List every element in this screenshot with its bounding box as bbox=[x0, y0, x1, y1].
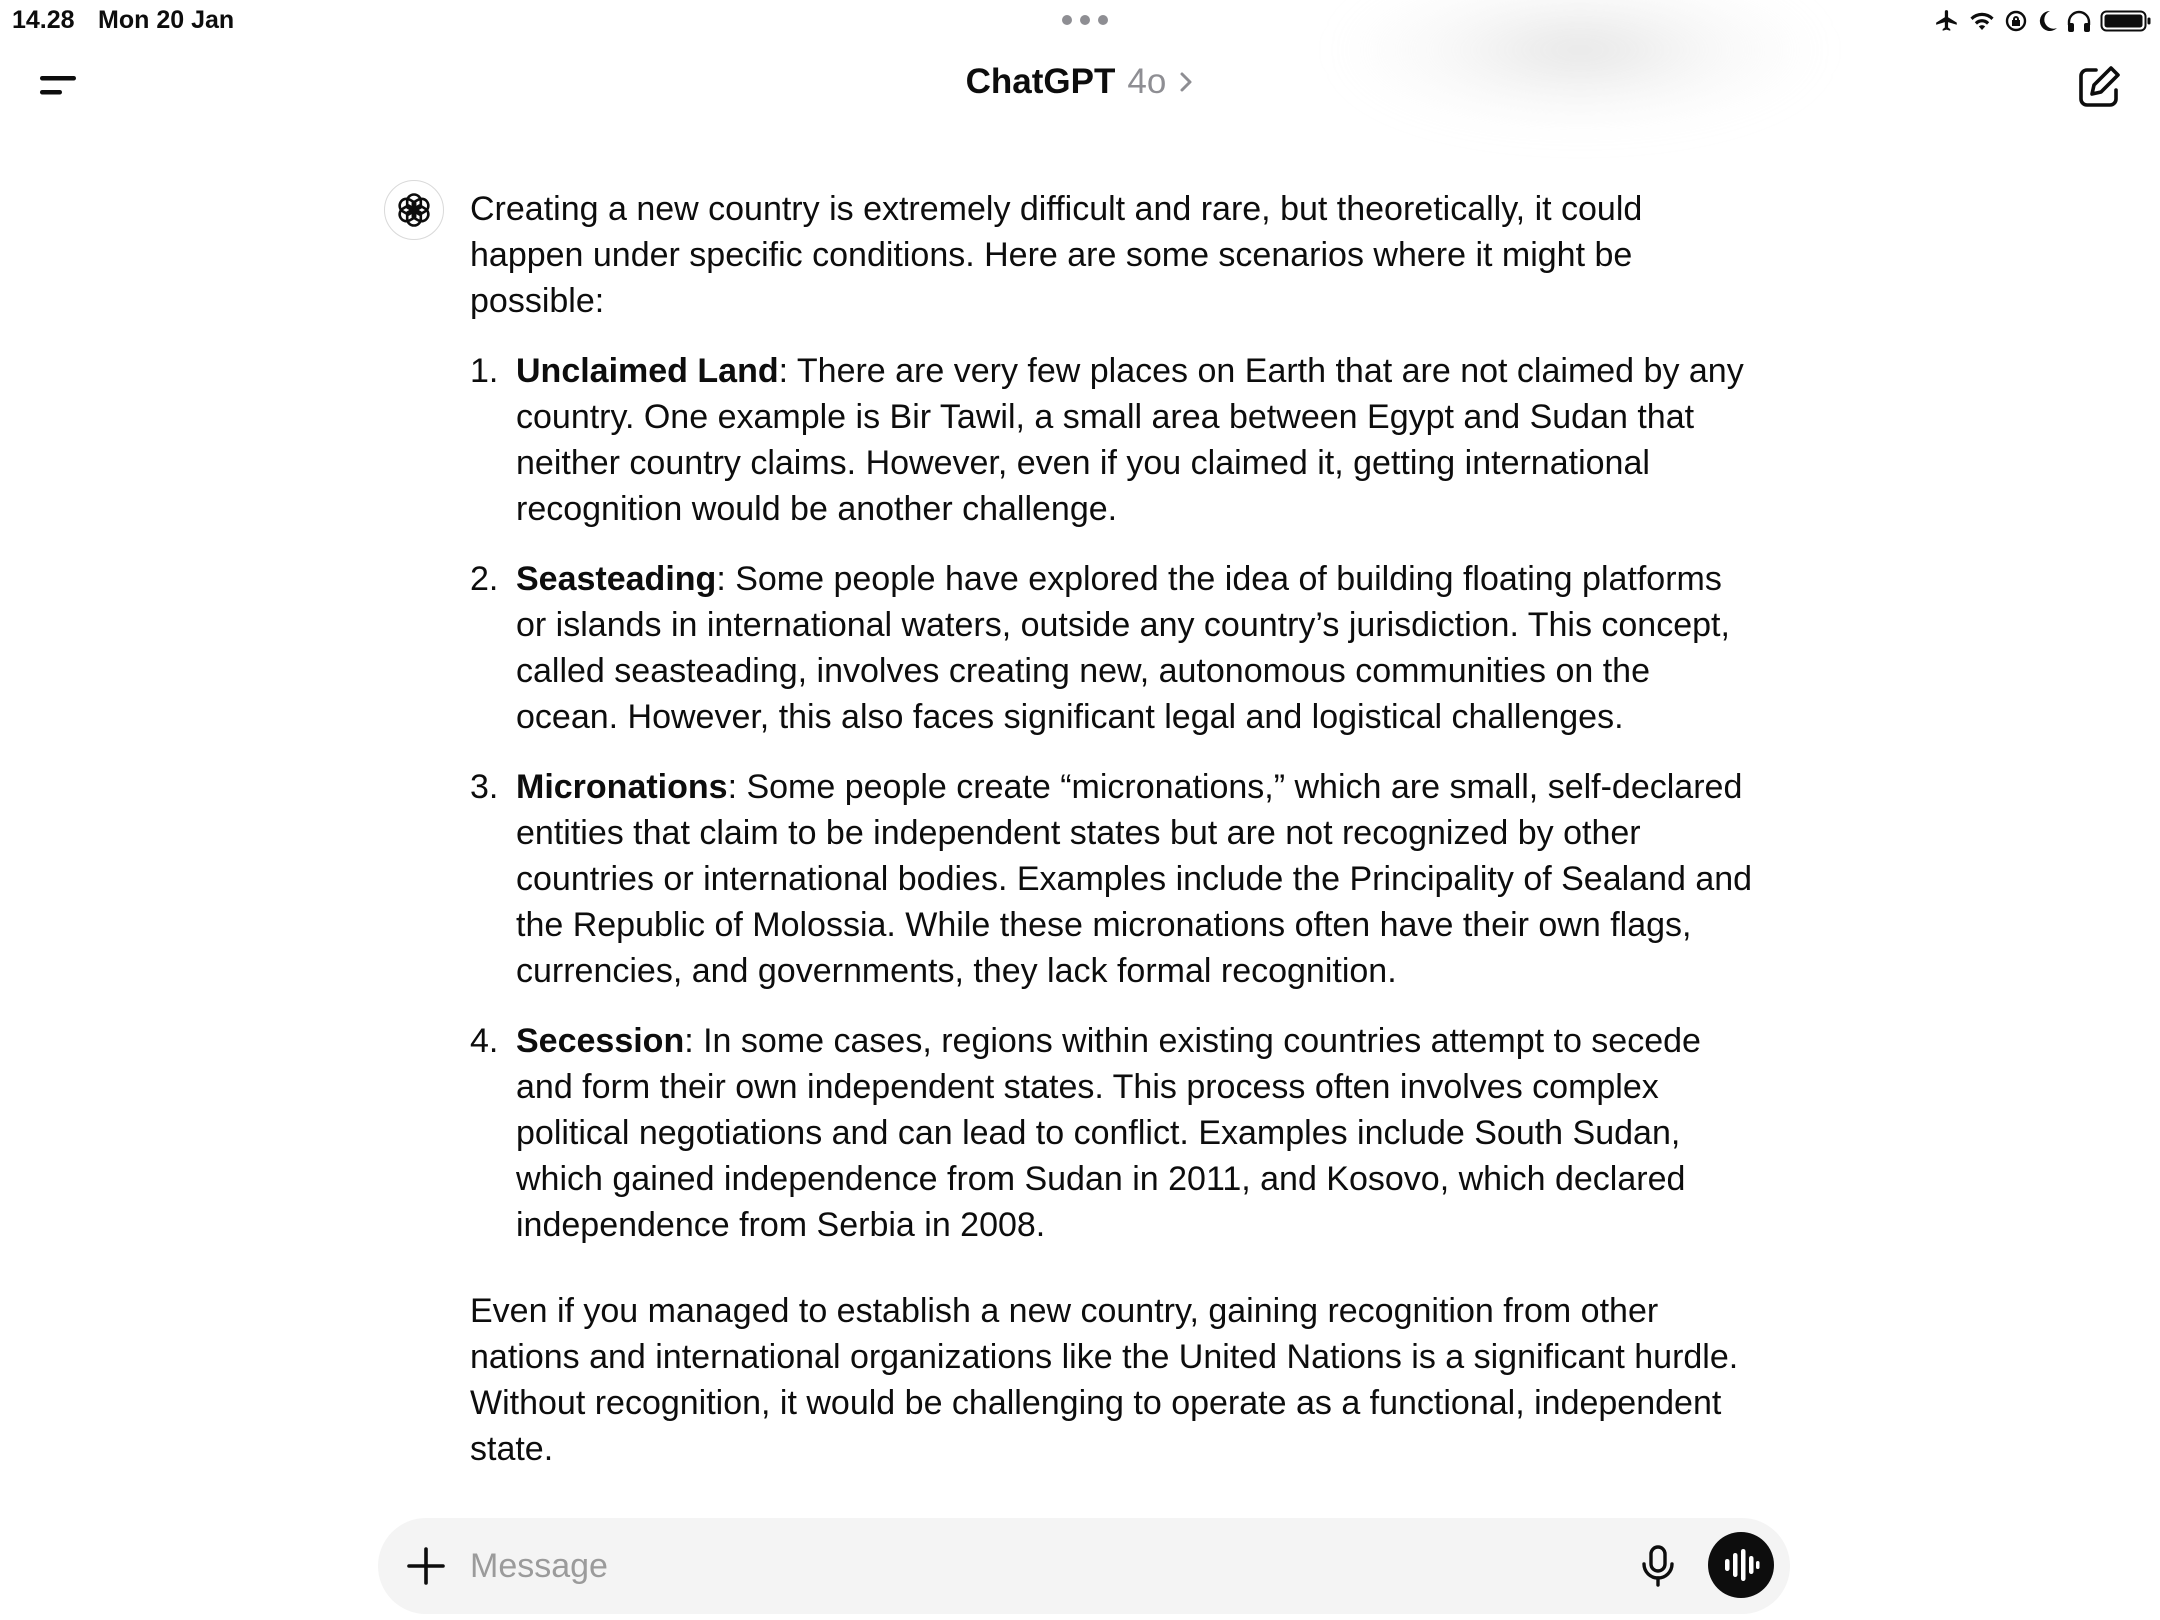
new-chat-button[interactable] bbox=[2074, 62, 2124, 112]
app-title: ChatGPT bbox=[965, 62, 1116, 101]
list-item-title: Seasteading bbox=[516, 560, 717, 598]
list-item bbox=[470, 1018, 1760, 1248]
title-area bbox=[0, 62, 2160, 102]
list-item-title: Secession bbox=[516, 1022, 685, 1060]
attach-button[interactable] bbox=[404, 1544, 448, 1588]
list-item bbox=[470, 764, 1760, 994]
location-lock-icon bbox=[2004, 9, 2028, 33]
battery-icon bbox=[2100, 9, 2152, 33]
status-bar bbox=[0, 0, 2160, 40]
chevron-right-icon bbox=[1178, 69, 1194, 95]
microphone-icon bbox=[1634, 1542, 1682, 1590]
new-chat-icon bbox=[2074, 62, 2124, 112]
list-item-text: : In some cases, regions within existing countries attempt to secede and form their own independent states. This process often involves complex political negotiations and can lead to conflict. Examples include South Sudan, which gained independence from Sudan in 2011, and Kosovo, which declared independence from Serbia in 2008. bbox=[516, 1022, 1701, 1244]
status-date: Mon 20 Jan bbox=[98, 6, 235, 34]
list-item-title: Unclaimed Land bbox=[516, 352, 779, 390]
list-item-number: 4. bbox=[470, 1022, 499, 1060]
assistant-message bbox=[470, 186, 1760, 1472]
moon-icon bbox=[2036, 9, 2058, 33]
list-item-number: 3. bbox=[470, 768, 499, 806]
airplane-icon bbox=[1934, 8, 1960, 34]
voice-waveform-icon bbox=[1722, 1548, 1760, 1582]
message-input[interactable] bbox=[470, 1536, 1600, 1596]
chat-header bbox=[0, 40, 2160, 130]
assistant-avatar bbox=[384, 180, 444, 240]
list-item bbox=[470, 348, 1760, 532]
list-item-text: : There are very few places on Earth that are not claimed by any country. One example is Bir Tawil, a small area between Egypt and Sudan that neither country claims. However, even if you claimed it, getting international recognition would be another challenge. bbox=[516, 352, 1744, 528]
status-time: 14.28 bbox=[12, 6, 75, 34]
list-item-text: : Some people have explored the idea of building floating platforms or islands in international waters, outside any country’s jurisdiction. This concept, called seasteading, involves creating new, autonomous communities on the ocean. However, this also faces significant legal and logistical challenges. bbox=[516, 560, 1730, 736]
list-item-number: 1. bbox=[470, 352, 499, 390]
message-intro: Creating a new country is extremely difficult and rare, but theoretically, it could happen under specific conditions. Here are some scenarios where it might be possible: bbox=[470, 190, 1643, 320]
message-composer bbox=[378, 1518, 1790, 1614]
wifi-icon bbox=[1968, 9, 1996, 33]
voice-mode-button[interactable] bbox=[1708, 1532, 1774, 1598]
list-item bbox=[470, 556, 1760, 740]
scenario-list bbox=[470, 348, 1760, 1248]
list-item-title: Micronations bbox=[516, 768, 728, 806]
list-item-number: 2. bbox=[470, 560, 499, 598]
model-selector-button[interactable] bbox=[966, 62, 1195, 102]
status-icons bbox=[1934, 6, 2152, 36]
multitasking-dots-icon[interactable] bbox=[1062, 15, 1108, 25]
dictation-button[interactable] bbox=[1634, 1542, 1682, 1590]
model-name: 4o bbox=[1127, 62, 1167, 101]
chatgpt-logo-icon bbox=[394, 190, 434, 230]
plus-icon bbox=[404, 1544, 448, 1588]
list-item-text: : Some people create “micronations,” which are small, self-declared entities that claim to be independent states but are not recognized by other countries or international bodies. Examples include the Principality of Sealand and the Republic of Molossia. While these micronations often have their own flags, currencies, and governments, they lack formal recognition. bbox=[516, 768, 1753, 990]
message-conclusion: Even if you managed to establish a new country, gaining recognition from other nations and international organizations like the United Nations is a significant hurdle. Without recognition, it would be challenging to operate as a functional, independent state. bbox=[470, 1292, 1739, 1468]
headphones-icon bbox=[2066, 9, 2092, 33]
